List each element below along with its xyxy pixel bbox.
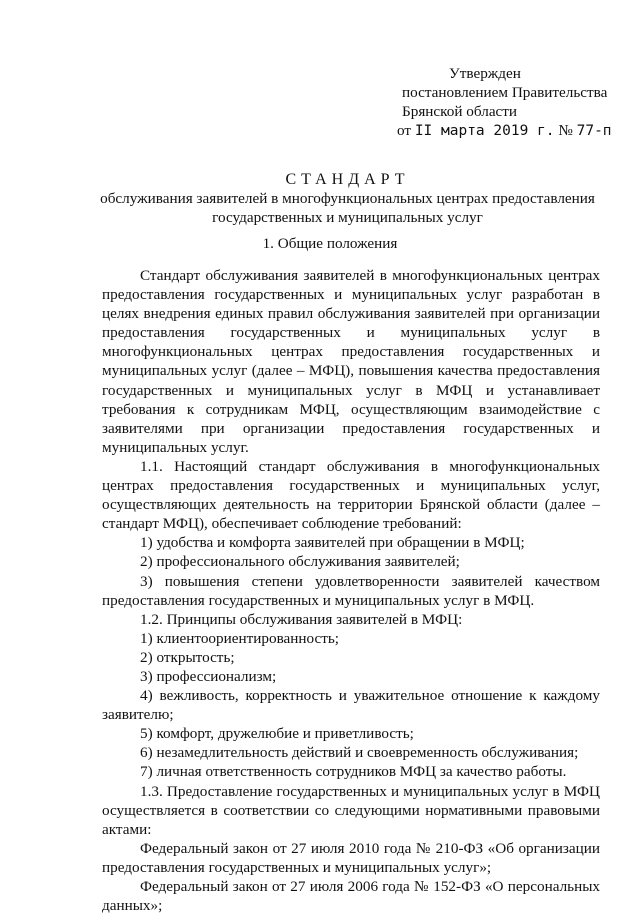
list-item: 7) личная ответственность сотрудников МФЦ за качество работы. [140,763,567,781]
document-title-block [95,170,600,228]
document-body [102,266,600,915]
document-subtitle: обслуживания заявителей в многофункциональных центрах предоставления государственных и муниципальных услуг [100,190,595,227]
list-item: 4) вежливость, корректность и уважительное отношение к каждому заявителю; [102,687,600,724]
law-reference: Федеральный закон от 27 июля 2010 года № 210-ФЗ «Об организации предоставления государственных и муниципальных услуг»; [102,839,600,876]
approval-date-prefix: от [397,122,412,139]
list-item: 1) удобства и комфорта заявителей при обращении в МФЦ; [140,534,525,552]
document-title: СТАНДАРТ [285,171,410,188]
approval-line-region: Брянской области [402,103,518,120]
approval-number-sign: № [558,122,573,139]
section-heading: 1. Общие положения [262,235,398,252]
list-item: 6) незамедлительность действий и своевременность обслуживания; [140,744,579,762]
approval-line-approved: Утвержден [449,65,521,82]
approval-number-value: 77-п [576,123,612,139]
approval-date-value: II марта 2019 г. [414,123,555,139]
list-item: 3) профессионализм; [140,667,277,685]
list-item: 5) комфорт, дружелюбие и приветливость; [140,725,414,743]
law-reference: Федеральный закон от 27 июля 2006 года № 152-ФЗ «О персональных данных»; [102,878,600,915]
approval-line-resolution: постановлением Правительства [402,84,608,101]
paragraph-intro: Стандарт обслуживания заявителей в многофункциональных центрах предоставления государственных и муниципальных услуг разработан в целях внедрения единых правил обслуживания заявителей при организации предоставления государственных и муниципальных услуг в многофункциональных центрах предоставления государственных и муниципальных услуг (далее – МФЦ), повышения качества предоставления государственных и муниципальных услуг в МФЦ и устанавливает требования к сотрудникам МФЦ, осуществляющим взаимодействие с заявителями при организации предоставления государственных и муниципальных услуг. [102,267,600,456]
list-item: 2) открытость; [140,648,235,666]
list-item: 1) клиентоориентированность; [140,629,340,647]
paragraph-1-3: 1.3. Предоставление государственных и муниципальных услуг в МФЦ осуществляется в соответствии со следующими нормативными правовыми актами: [102,782,600,838]
paragraph-1-1: 1.1. Настоящий стандарт обслуживания в многофункциональных центрах предоставления государственных и муниципальных услуг, осуществляющих деятельность на территории Брянской области (далее – стандарт МФЦ), обеспечивает соблюдение требований: [102,457,600,533]
approval-line-date [397,121,622,141]
approval-stamp [397,64,622,141]
paragraph-1-2: 1.2. Принципы обслуживания заявителей в МФЦ: [140,610,463,628]
list-item: 3) повышения степени удовлетворенности заявителей качеством предоставления государственных и муниципальных услуг в МФЦ. [102,572,600,609]
list-item: 2) профессионального обслуживания заявителей; [140,553,460,571]
